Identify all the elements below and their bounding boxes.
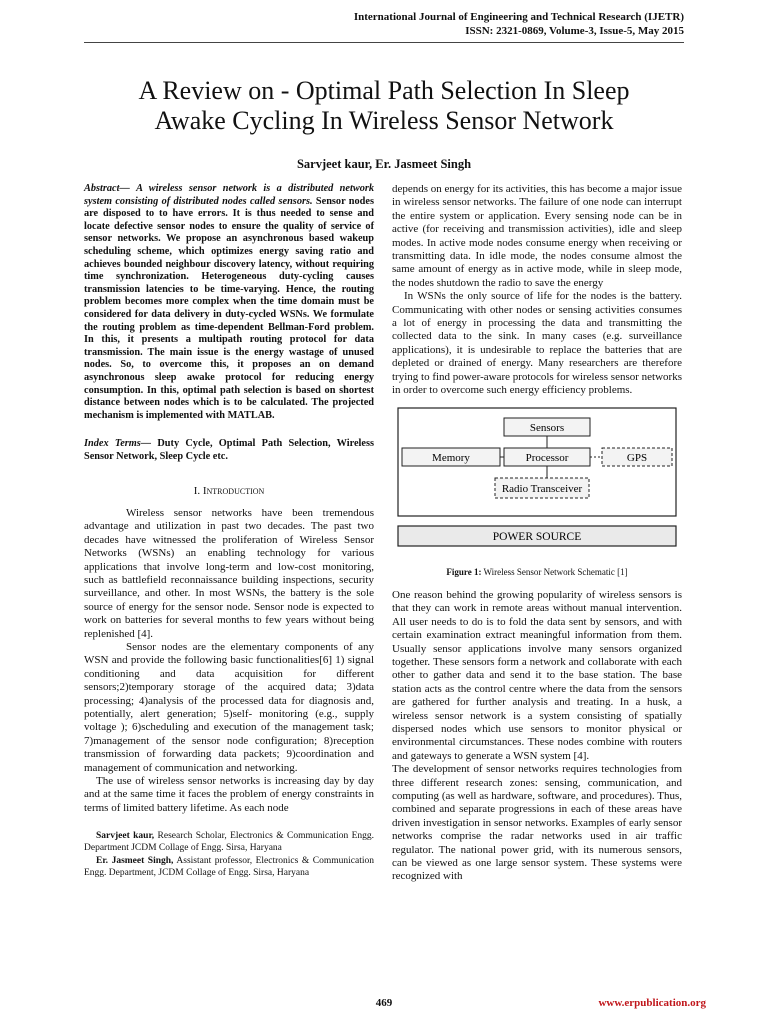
section-heading — [84, 485, 374, 498]
header-rule — [84, 42, 684, 43]
journal-name: International Journal of Engineering and Technical Research (IJETR) — [353, 11, 684, 23]
power-source-label: POWER SOURCE — [492, 530, 582, 543]
footnote-1-text: Research Scholar, Electronics & Communication Engg. Department JCDM Collage of Engg. Sirsa, Haryana — [84, 831, 375, 853]
abstract — [84, 183, 374, 422]
sensors-label: Sensors — [529, 421, 565, 434]
footnote-1 — [84, 831, 374, 854]
left-column — [84, 183, 374, 882]
right-paragraph-4: The development of sensor networks requires technologies from three different research zones: sensing, communication, and computing (as well as hardware, software, and procedures). Thus, combined and separate progressions in each of these areas have driven investigation in sensor networks. Examples of early sensor networks comprise the radar networks used in air traffic regulator. The national power grid, with its numerous sensors, can be viewed as one large sensor system. These systems were recognized with — [392, 763, 682, 883]
wsn-schematic — [392, 406, 682, 556]
title-line-1: A Review on - Optimal Path Selection In Sleep — [138, 76, 630, 105]
footnote-2 — [84, 856, 374, 879]
abstract-body: Sensor nodes are disposed to to have errors. It is thus needed to sense and locate defective sensor nodes to ensure the quality of service of sensor networks. We propose an asynchronous based wakeup scheduling scheme, which optimizes energy saving ratio and achieves bounded neighbour discovery latency, without requiring time synchronization. Heterogeneous duty-cycling causes transmission latencies to be time-varying. Hence, the routing problem becomes more complex when the time domain must be considered for data delivery in duty-cycled WSNs. We formulate the routing problem as time-dependent Bellman-Ford problem. In this, it presents a multipath routing protocol for data transmission. The main issue is the energy wastage of unused nodes. So, to overcome this, it proposes an on demand asynchronous sleep awake protocol for reducing energy consumption. In this, optimal path selection is based on shortest distance between nodes which is to be calculated. The projected mechanism is implemented with MATLAB. — [84, 195, 374, 421]
section-number: I. — [193, 485, 201, 498]
journal-issn: ISSN: 2321-0869, Volume-3, Issue-5, May 2015 — [465, 25, 684, 37]
caption-label: Figure 1: — [446, 566, 482, 577]
footnote-2-name: Er. Jasmeet Singh, — [96, 856, 174, 867]
memory-label: Memory — [432, 451, 470, 464]
authors: Sarvjeet kaur, Er. Jasmeet Singh — [296, 157, 472, 171]
footnote-2-text: Assistant professor, Electronics & Communication Engg. Department, JCDM Collage of Engg. Sirsa, Haryana — [84, 856, 374, 878]
right-paragraph-2: In WSNs the only source of life for the nodes is the battery. Communicating with other nodes or sensing activities consumes a lot of energy in processing the data and transmitting the collected data to the sink. In many cases (e.g. surveillance applications), it is undesirable to replace the batteries that are depleted or drained of energy. Many researchers are therefore trying to find power-aware protocols for wireless sensor networks in order to overcome such energy efficiency problems. — [392, 290, 682, 397]
right-paragraph-1: depends on energy for its activities, this has become a major issue in wireless sensor networks. The failure of one node can interrupt the entire system or application. Every sensing node can be in active (for receiving and transmission activities), idle and sleep modes. In active mode nodes consume energy when receiving or transmitting data. In idle mode, the nodes consume almost the same amount of energy as in active mode, while in sleep mode, the nodes shutdown the radio to save the energy — [392, 183, 683, 289]
processor-label: Processor — [525, 451, 569, 464]
figure-1 — [392, 406, 682, 556]
title-line-2: Awake Cycling In Wireless Sensor Network — [154, 106, 614, 135]
intro-paragraph-1: Wireless sensor networks have been tremendous advantage and utilization in past two decades. The past two decades have witnessed the proliferation of Wireless Sensor Networks (WSNs) an enabling technology for various applications that involve long-term and low-cost monitoring, such as battlefield reconnaissance building inspections, security surveillance, and other. In most WSNs, the battery is the sole source of energy for the sensor node. Sensor node is expected to work on batteries for several months to few years without being replenished [4]. — [84, 506, 374, 640]
index-body: Duty Cycle, Optimal Path Selection, Wireless Sensor Network, Sleep Cycle etc. — [84, 438, 375, 462]
index-label: Index Terms— — [84, 438, 152, 450]
radio-label: Radio Transceiver — [501, 482, 583, 495]
journal-header — [354, 10, 684, 38]
intro-paragraph-2: Sensor nodes are the elementary components of any WSN and provide the following basic functionalities[6] 1) signal conditioning and data acquisition for different sensors;2)temporary storage of the acquired data; 3)data processing; 4)analysis of the processed data for diagnosis and, potentially, alert generation; 5)self- monitoring (e.g., supply voltage ); 6)scheduling and execution of the management task; 7)management of the sensor node configuration; 8)reception transmission of forwarding data packets; 9)coordination and management of communication and networking. — [84, 640, 374, 774]
section-title: Introduction — [202, 485, 265, 498]
abstract-italic: A wireless sensor network is a distributed network system consisting of distributed nodes called sensors. — [84, 183, 374, 207]
page-number: 469 — [375, 997, 393, 1009]
abstract-label: Abstract— — [84, 183, 130, 194]
footnote-1-name: Sarvjeet kaur, — [96, 831, 155, 842]
caption-text: Wireless Sensor Network Schematic [1] — [483, 566, 628, 577]
intro-paragraph-3: The use of wireless sensor networks is increasing day by day and at the same time it faces the problem of energy constraints in terms of limited battery lifetime. As each node — [84, 775, 374, 814]
figure-caption — [392, 566, 682, 579]
index-terms — [84, 438, 374, 463]
right-column — [392, 183, 682, 884]
publisher-url[interactable]: www.erpublication.org — [598, 997, 706, 1009]
gps-label: GPS — [626, 451, 648, 464]
right-paragraph-3: One reason behind the growing popularity of wireless sensors is that they can work in remote areas without manual intervention. All user needs to do is to fold the data sent by sensors, and with certain examination extract meaningful information from them. Usually sensor applications involve many sensors organized together. These sensors form a network and collaborate with each other to gather data and send it to the base station. The base station acts as the control centre where the data from the sensors are gathered for further analysis and treating. In a husk, a wireless sensor network is a system consisting of spatially dispersed nodes which use sensors to monitor physical or environmental circumstances. These nodes combine with routers and gateways to generate a WSN system [4]. — [392, 588, 682, 762]
paper-title — [84, 76, 684, 136]
author-footnotes — [84, 831, 374, 879]
